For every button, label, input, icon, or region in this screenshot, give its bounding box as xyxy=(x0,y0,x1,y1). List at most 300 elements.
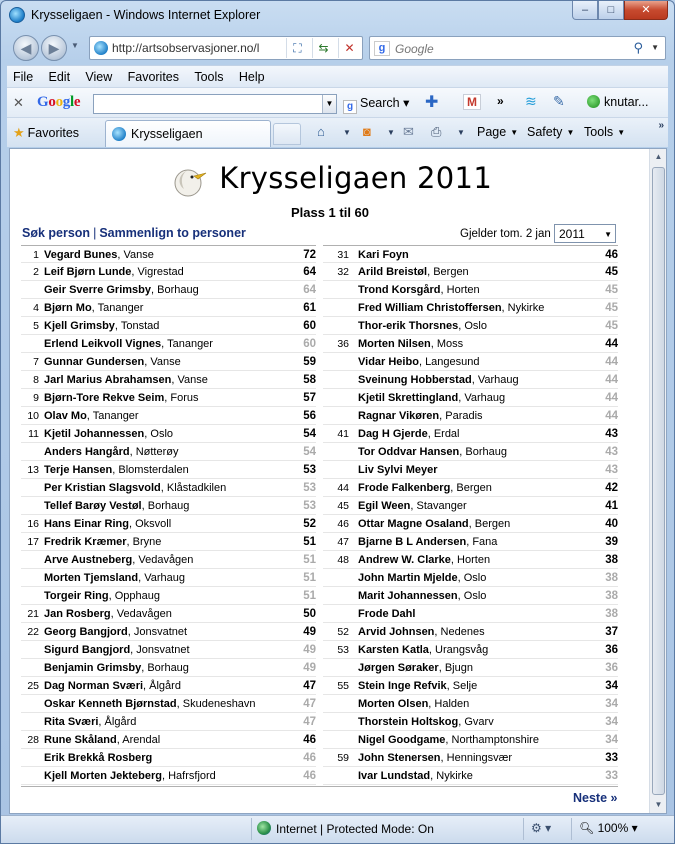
person-name-link[interactable]: Per Kristian Slagsvold xyxy=(44,482,161,494)
window-title: Krysseligaen - Windows Internet Explorer xyxy=(31,8,261,22)
rank-cell: 52 xyxy=(337,626,349,638)
search-placeholder: Google xyxy=(395,42,434,56)
person-place: Vanse xyxy=(150,356,181,368)
person-name-link[interactable]: Trond Korsgård xyxy=(358,284,441,296)
stop-icon[interactable]: ✕ xyxy=(338,38,360,58)
address-bar[interactable] xyxy=(89,36,363,60)
person-name-link[interactable]: Karsten Katla xyxy=(358,644,429,656)
score-cell: 46 xyxy=(303,734,316,746)
table-row xyxy=(21,515,316,533)
menu-favorites[interactable]: Favorites xyxy=(127,70,180,84)
person-cell: Bjørn Mo, Tananger xyxy=(44,302,144,314)
person-name-link[interactable]: Tellef Barøy Vestøl xyxy=(44,500,142,512)
chevron-down-icon[interactable]: ▼ xyxy=(457,128,465,137)
search-box[interactable] xyxy=(369,36,666,60)
person-place: Horten xyxy=(457,554,491,566)
score-cell: 47 xyxy=(303,716,316,728)
table-row xyxy=(323,713,618,731)
favorites-button[interactable]: ★ Favorites xyxy=(13,125,80,140)
menu-edit[interactable]: Edit xyxy=(48,70,71,84)
score-cell: 43 xyxy=(605,428,618,440)
person-name-link[interactable]: Fredrik Kræmer xyxy=(44,536,127,548)
rank-cell: 5 xyxy=(33,320,39,332)
person-cell: Arild Breistøl, Bergen xyxy=(358,266,469,278)
person-place: Blomsterdalen xyxy=(118,464,189,476)
chevron-down-icon[interactable]: ▼ xyxy=(343,128,351,137)
person-place: Horten xyxy=(446,284,480,296)
google-toolbar xyxy=(7,87,668,117)
rank-cell: 8 xyxy=(33,374,39,386)
person-cell: Fredrik Kræmer, Bryne xyxy=(44,536,162,548)
compare-persons-link[interactable]: Sammenlign to personer xyxy=(99,226,246,240)
forward-button[interactable]: ▶ xyxy=(41,35,67,61)
person-cell: Ragnar Vikøren, Paradis xyxy=(358,410,483,422)
globe-icon xyxy=(257,821,271,835)
person-name-link[interactable]: Frode Falkenberg xyxy=(358,482,451,494)
person-name-link[interactable]: Andrew W. Clarke xyxy=(358,554,451,566)
table-row xyxy=(21,335,316,353)
protected-mode-icon[interactable]: ⚙ ▾ xyxy=(531,821,552,835)
person-place: Oslo xyxy=(463,590,487,602)
person-cell: Terje Hansen, Blomsterdalen xyxy=(44,464,189,476)
rank-cell: 31 xyxy=(337,249,349,261)
person-place: Ålgård xyxy=(104,716,137,728)
person-name-link[interactable]: Olav Mo xyxy=(44,410,87,422)
rank-cell: 44 xyxy=(337,482,349,494)
person-name-link[interactable]: John Stenersen xyxy=(358,752,441,764)
person-name-link[interactable]: Rune Skåland xyxy=(44,734,117,746)
tab-title: Krysseligaen xyxy=(131,127,203,141)
person-cell: Stein Inge Refvik, Selje xyxy=(358,680,478,692)
more-commands-icon[interactable]: » xyxy=(658,120,664,131)
person-place: Jonsvatnet xyxy=(133,626,188,638)
score-cell: 34 xyxy=(605,680,618,692)
back-button[interactable]: ◀ xyxy=(13,35,39,61)
person-place: Skudeneshavn xyxy=(182,698,256,710)
person-name-link[interactable]: Liv Sylvi Meyer xyxy=(358,464,438,476)
rss-icon[interactable]: ◙ xyxy=(363,124,371,139)
person-place: Arendal xyxy=(122,734,161,746)
person-place: Varhaug xyxy=(464,392,506,404)
person-name-link[interactable]: Torgeir Ring xyxy=(44,590,109,602)
person-name-link[interactable]: Erlend Leikvoll Vignes xyxy=(44,338,162,350)
score-cell: 56 xyxy=(303,410,316,422)
person-cell: Leif Bjørn Lunde, Vigrestad xyxy=(44,266,184,278)
person-name-link[interactable]: Vidar Heibo xyxy=(358,356,419,368)
rank-cell: 41 xyxy=(337,428,349,440)
table-row xyxy=(21,659,316,677)
rank-cell: 48 xyxy=(337,554,349,566)
status-divider xyxy=(251,818,252,840)
scrollbar-thumb[interactable] xyxy=(652,167,665,795)
person-name-link[interactable]: Oskar Kenneth Bjørnstad xyxy=(44,698,177,710)
person-cell: Thorstein Holtskog, Gvarv xyxy=(358,716,494,728)
person-cell xyxy=(358,608,415,620)
person-name-link[interactable]: Geir Sverre Grimsby xyxy=(44,284,152,296)
score-cell: 64 xyxy=(303,266,316,278)
score-cell: 59 xyxy=(303,356,316,368)
person-name-link[interactable]: Kjetil Skrettingland xyxy=(358,392,459,404)
person-name-link[interactable]: Arild Breistøl xyxy=(358,266,428,278)
menu-file[interactable]: File xyxy=(13,70,34,84)
person-place: Borhaug xyxy=(147,500,190,512)
table-row xyxy=(21,605,316,623)
person-place: Nedenes xyxy=(440,626,485,638)
person-cell: Hans Einar Ring, Oksvoll xyxy=(44,518,172,530)
table-bottom-divider xyxy=(21,786,618,787)
refresh-icon[interactable]: ⇆ xyxy=(312,38,334,58)
person-name-link[interactable]: Georg Bangjord xyxy=(44,626,128,638)
rank-cell: 46 xyxy=(337,518,349,530)
score-cell: 38 xyxy=(605,608,618,620)
score-cell: 58 xyxy=(303,374,316,386)
score-cell: 49 xyxy=(303,662,316,674)
table-row xyxy=(323,389,618,407)
title-bar[interactable] xyxy=(1,1,674,29)
person-name-link[interactable]: Nigel Goodgame xyxy=(358,734,446,746)
score-cell: 34 xyxy=(605,698,618,710)
person-cell: Jørgen Søraker, Bjugn xyxy=(358,662,473,674)
wifi-icon[interactable]: ≋ xyxy=(525,93,537,109)
table-row xyxy=(323,353,618,371)
rank-cell: 7 xyxy=(33,356,39,368)
table-row xyxy=(21,749,316,767)
table-row xyxy=(21,461,316,479)
score-cell: 37 xyxy=(605,626,618,638)
vertical-scrollbar[interactable] xyxy=(649,149,666,813)
menu-tools[interactable]: Tools xyxy=(194,70,224,84)
table-row xyxy=(323,515,618,533)
compatibility-view-icon[interactable]: ⛶ xyxy=(286,38,308,58)
person-place: Nykirke xyxy=(436,770,473,782)
table-row xyxy=(21,299,316,317)
table-row xyxy=(323,569,618,587)
person-cell: Vidar Heibo, Langesund xyxy=(358,356,480,368)
table-row xyxy=(21,263,316,281)
person-cell: Andrew W. Clarke, Horten xyxy=(358,554,491,566)
google-account[interactable]: knutar... xyxy=(587,95,648,109)
page-header xyxy=(10,159,650,197)
person-name-link[interactable]: Morten Nilsen xyxy=(358,338,431,350)
table-row xyxy=(323,407,618,425)
recent-pages-dropdown[interactable]: ▼ xyxy=(71,41,79,50)
person-cell: Ottar Magne Osaland, Bergen xyxy=(358,518,511,530)
person-place: Borhaug xyxy=(157,284,199,296)
score-cell: 45 xyxy=(605,302,618,314)
person-place: Tananger xyxy=(92,410,139,422)
person-name-link[interactable]: Egil Ween xyxy=(358,500,411,512)
table-row xyxy=(323,497,618,515)
person-name-link[interactable]: Bjarne B L Andersen xyxy=(358,536,467,548)
rank-cell: 2 xyxy=(33,266,39,278)
person-cell: Dag Norman Sværi, Ålgård xyxy=(44,680,181,692)
year-select[interactable] xyxy=(554,224,616,243)
table-row xyxy=(323,443,618,461)
person-cell: Benjamin Grimsby, Borhaug xyxy=(44,662,189,674)
person-place: Borhaug xyxy=(465,446,507,458)
gmail-icon[interactable]: M xyxy=(463,94,481,110)
home-icon[interactable]: ⌂ xyxy=(317,124,325,139)
url-text[interactable]: http://artsobservasjoner.no/l xyxy=(112,41,260,55)
table-row xyxy=(21,389,316,407)
person-name-link[interactable]: Thor-erik Thorsnes xyxy=(358,320,459,332)
person-place: Fana xyxy=(472,536,498,548)
person-place: Nøtterøy xyxy=(135,446,179,458)
person-place: Jonsvatnet xyxy=(136,644,190,656)
maximize-button[interactable]: □ xyxy=(598,1,624,20)
person-cell: Bjørn-Tore Rekve Seim, Forus xyxy=(44,392,199,404)
person-place: Oslo xyxy=(463,572,487,584)
person-name-link[interactable]: Bjørn Mo xyxy=(44,302,92,314)
person-name-link[interactable]: Gunnar Gundersen xyxy=(44,356,145,368)
person-name-link[interactable]: Jan Rosberg xyxy=(44,608,111,620)
star-icon: ★ xyxy=(13,125,25,140)
person-name-link[interactable]: Ragnar Vikøren xyxy=(358,410,440,422)
person-name-link[interactable]: Morten Olsen xyxy=(358,698,429,710)
person-place: Moss xyxy=(436,338,464,350)
menu-bar xyxy=(7,65,668,87)
minimize-button[interactable]: – xyxy=(572,1,598,20)
person-name-link[interactable]: Ottar Magne Osaland xyxy=(358,518,469,530)
person-place: Henningsvær xyxy=(446,752,513,764)
table-row xyxy=(21,371,316,389)
person-place: Bjugn xyxy=(444,662,473,674)
person-place: Vanse xyxy=(123,249,154,261)
score-cell: 36 xyxy=(605,662,618,674)
more-icon[interactable]: » xyxy=(497,94,504,108)
person-cell: Oskar Kenneth Bjørnstad, Skudeneshavn xyxy=(44,698,256,710)
close-button[interactable]: ✕ xyxy=(624,1,668,20)
table-row xyxy=(21,623,316,641)
person-place: Oksvoll xyxy=(135,518,172,530)
tab-krysseligaen[interactable] xyxy=(105,120,271,147)
score-cell: 60 xyxy=(303,338,316,350)
person-name-link[interactable]: Sigurd Bangjord xyxy=(44,644,131,656)
score-cell: 50 xyxy=(303,608,316,620)
table-row xyxy=(323,695,618,713)
person-name-link[interactable]: Arve Austneberg xyxy=(44,554,133,566)
person-name-link[interactable]: Jørgen Søraker xyxy=(358,662,439,674)
rank-cell: 9 xyxy=(33,392,39,404)
person-place: Urangsvåg xyxy=(435,644,489,656)
person-name-link[interactable]: Rita Sværi xyxy=(44,716,99,728)
add-button-icon[interactable]: ✚ xyxy=(425,94,439,111)
score-cell: 46 xyxy=(605,249,618,261)
year-value: 2011 xyxy=(559,227,585,241)
rank-cell: 22 xyxy=(27,626,39,638)
person-cell: Vegard Bunes, Vanse xyxy=(44,249,154,261)
person-place: Opphaug xyxy=(114,590,160,602)
table-row xyxy=(323,659,618,677)
person-name-link[interactable]: Ivar Lundstad xyxy=(358,770,431,782)
print-icon[interactable]: ⎙ xyxy=(431,124,442,139)
table-row xyxy=(323,731,618,749)
score-cell: 41 xyxy=(605,500,618,512)
search-icon[interactable]: ⚲ xyxy=(633,40,643,55)
rank-cell: 45 xyxy=(337,500,349,512)
score-cell: 43 xyxy=(605,446,618,458)
person-name-link[interactable]: Stein Inge Refvik xyxy=(358,680,447,692)
ranking-table-left xyxy=(21,245,316,785)
chevron-down-icon[interactable]: ▼ xyxy=(387,128,395,137)
person-name-link[interactable]: Terje Hansen xyxy=(44,464,113,476)
person-place: Bryne xyxy=(132,536,162,548)
person-name-link[interactable]: Kjell Morten Jekteberg xyxy=(44,770,162,782)
person-cell: Trond Korsgård, Horten xyxy=(358,284,480,296)
score-cell: 57 xyxy=(303,392,316,404)
person-name-link[interactable]: Frode Dahl xyxy=(358,608,416,620)
person-cell: Rune Skåland, Arendal xyxy=(44,734,161,746)
person-place: Bergen xyxy=(456,482,492,494)
person-name-link[interactable]: Kjetil Johannessen xyxy=(44,428,145,440)
person-name-link[interactable]: Kari Foyn xyxy=(358,249,409,261)
table-row xyxy=(323,749,618,767)
table-row xyxy=(323,335,618,353)
score-cell: 39 xyxy=(605,536,618,548)
status-divider xyxy=(523,818,524,840)
menu-help[interactable]: Help xyxy=(238,70,265,84)
google-icon: g xyxy=(374,41,390,56)
person-name-link[interactable]: Anders Hangård xyxy=(44,446,130,458)
table-row xyxy=(21,443,316,461)
table-row xyxy=(21,731,316,749)
person-name-link[interactable]: Erik Brekkå Rosberg xyxy=(44,752,153,764)
chevron-down-icon: ▼ xyxy=(604,230,612,239)
person-cell: Kjetil Skrettingland, Varhaug xyxy=(358,392,506,404)
person-name-link[interactable]: Tor Oddvar Hansen xyxy=(358,446,460,458)
table-row xyxy=(323,587,618,605)
page-subtitle: Plass 1 til 60 xyxy=(290,205,370,220)
person-cell: Kjetil Johannessen, Oslo xyxy=(44,428,174,440)
status-divider xyxy=(571,818,572,840)
google-logo: Google xyxy=(37,94,81,110)
score-cell: 49 xyxy=(303,626,316,638)
rank-cell: 28 xyxy=(27,734,39,746)
score-cell: 51 xyxy=(303,590,316,602)
page-title: Krysseligaen 2011 xyxy=(219,161,493,195)
table-row xyxy=(323,425,618,443)
person-name-link[interactable]: Arvid Johnsen xyxy=(358,626,435,638)
person-name-link[interactable]: Dag Norman Sværi xyxy=(44,680,144,692)
person-cell: Ivar Lundstad, Nykirke xyxy=(358,770,473,782)
safety-menu[interactable]: Safety ▼ xyxy=(527,125,575,139)
person-name-link[interactable]: Benjamin Grimsby xyxy=(44,662,142,674)
person-name-link[interactable]: Sveinung Hobberstad xyxy=(358,374,472,386)
person-name-link[interactable]: John Martin Mjelde xyxy=(358,572,458,584)
score-cell: 45 xyxy=(605,266,618,278)
scroll-down-icon[interactable]: ▼ xyxy=(654,800,663,809)
person-place: Hafrsfjord xyxy=(168,770,216,782)
ranking-table-right xyxy=(323,245,618,785)
menu-view[interactable]: View xyxy=(85,70,113,84)
person-name-link[interactable]: Vegard Bunes xyxy=(44,249,118,261)
person-place: Bergen xyxy=(474,518,511,530)
page-menu[interactable]: Page ▼ xyxy=(477,125,519,139)
person-cell: John Martin Mjelde, Oslo xyxy=(358,572,487,584)
person-place: Paradis xyxy=(445,410,483,422)
mail-icon[interactable]: ✉ xyxy=(403,124,414,139)
search-options-dropdown[interactable]: ▼ xyxy=(651,43,659,52)
rank-cell: 32 xyxy=(337,266,349,278)
person-name-link[interactable]: Morten Tjemsland xyxy=(44,572,139,584)
score-cell: 34 xyxy=(605,716,618,728)
wrench-icon[interactable]: ✎ xyxy=(553,93,565,109)
person-name-link[interactable]: Hans Einar Ring xyxy=(44,518,129,530)
table-row xyxy=(323,263,618,281)
score-cell: 38 xyxy=(605,590,618,602)
person-name-link[interactable]: Leif Bjørn Lunde xyxy=(44,266,132,278)
score-cell: 44 xyxy=(605,356,618,368)
person-place: Ålgård xyxy=(149,680,181,692)
search-person-link[interactable]: Søk person xyxy=(22,226,91,240)
score-cell: 46 xyxy=(303,770,316,782)
person-place: Langesund xyxy=(425,356,480,368)
person-cell: Jan Rosberg, Vedavågen xyxy=(44,608,172,620)
security-zone[interactable]: Internet | Protected Mode: On xyxy=(257,821,434,836)
person-place: Selje xyxy=(452,680,478,692)
person-name-link[interactable]: Dag H Gjerde xyxy=(358,428,428,440)
table-row xyxy=(21,551,316,569)
score-cell: 44 xyxy=(605,374,618,386)
score-cell: 61 xyxy=(303,302,316,314)
person-cell: Olav Mo, Tananger xyxy=(44,410,139,422)
table-row xyxy=(21,317,316,335)
new-tab-button[interactable] xyxy=(273,123,301,145)
table-row xyxy=(21,479,316,497)
table-row xyxy=(21,425,316,443)
person-place: Erdal xyxy=(433,428,460,440)
person-place: Gvarv xyxy=(464,716,494,728)
person-cell: Tor Oddvar Hansen, Borhaug xyxy=(358,446,507,458)
table-row xyxy=(323,479,618,497)
score-cell: 45 xyxy=(605,284,618,296)
person-place: Nykirke xyxy=(507,302,545,314)
page-icon xyxy=(94,41,108,55)
score-cell: 44 xyxy=(605,392,618,404)
zoom-level[interactable]: 🔍︎ 100% ▾ xyxy=(579,821,638,835)
score-cell: 40 xyxy=(605,518,618,530)
person-name-link[interactable]: Kjell Grimsby xyxy=(44,320,115,332)
chevron-down-icon[interactable]: ▼ xyxy=(322,95,336,113)
person-place: Oslo xyxy=(464,320,487,332)
person-place: Varhaug xyxy=(477,374,519,386)
person-name-link[interactable]: Jarl Marius Abrahamsen xyxy=(44,374,172,386)
person-cell: Tellef Barøy Vestøl, Borhaug xyxy=(44,500,190,512)
score-cell: 53 xyxy=(303,482,316,494)
table-row xyxy=(323,299,618,317)
close-toolbar-icon[interactable]: ✕ xyxy=(13,95,24,110)
person-name-link[interactable]: Marit Johannessen xyxy=(358,590,458,602)
tools-menu[interactable]: Tools ▼ xyxy=(584,125,626,139)
table-row xyxy=(323,677,618,695)
table-row xyxy=(21,695,316,713)
next-page-link[interactable]: Neste » xyxy=(573,791,618,805)
person-name-link[interactable]: Thorstein Holtskog xyxy=(358,716,459,728)
score-cell: 51 xyxy=(303,572,316,584)
google-search-button[interactable]: g Search ▾ xyxy=(343,95,409,114)
rank-cell: 17 xyxy=(27,536,39,548)
table-row xyxy=(21,245,316,263)
scroll-up-icon[interactable]: ▲ xyxy=(654,152,663,161)
score-cell: 38 xyxy=(605,554,618,566)
person-place: Vigrestad xyxy=(137,266,184,278)
person-cell: Anders Hangård, Nøtterøy xyxy=(44,446,179,458)
person-name-link[interactable]: Fred William Christoffersen xyxy=(358,302,502,314)
person-name-link[interactable]: Bjørn-Tore Rekve Seim xyxy=(44,392,165,404)
google-search-input[interactable] xyxy=(93,94,337,114)
person-cell: Egil Ween, Stavanger xyxy=(358,500,467,512)
table-row xyxy=(21,407,316,425)
